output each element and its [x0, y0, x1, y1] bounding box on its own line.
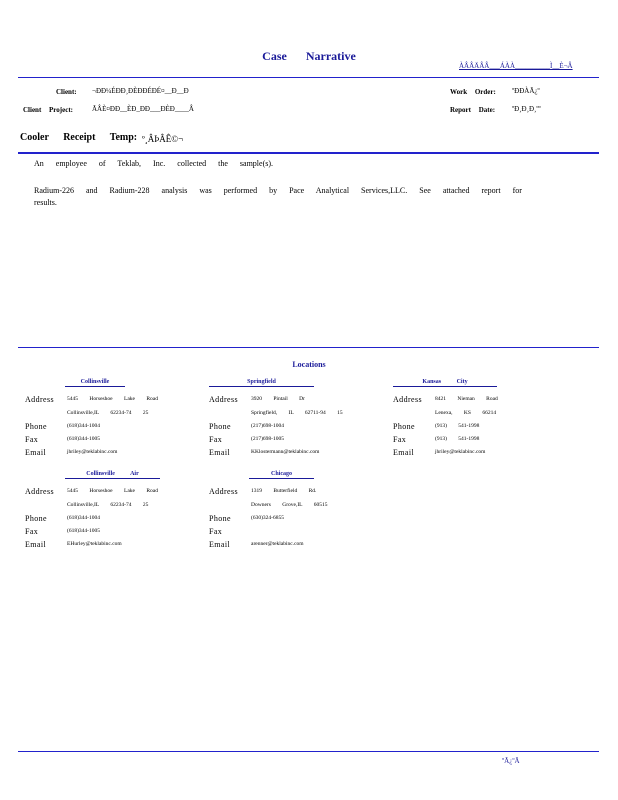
office-address-line1: 8421 Nieman Road [435, 396, 498, 402]
office-kansas-city [393, 379, 573, 469]
client-value: ¬ÐÐ¼ÉÐÐ¸ÐÈÐÐÉÐÉ¤__Ð__Ð [92, 87, 189, 95]
office-address-line1: 3920 Pintail Dr [251, 396, 305, 402]
office-name: Collinsville [65, 379, 125, 387]
office-name: Springfield [209, 379, 314, 387]
office-address-label: Address [209, 487, 239, 496]
office-fax-label: Fax [209, 527, 223, 536]
office-phone: (618)344-1004 [67, 423, 100, 429]
office-fax: (913) 541-1998 [435, 436, 480, 442]
office-phone: (913) 541-1998 [435, 423, 480, 429]
header-divider [18, 77, 599, 78]
office-phone-label: Phone [25, 514, 47, 523]
office-phone: (618)344-1004 [67, 515, 100, 521]
office-email-label: Email [209, 448, 231, 457]
narrative-line-1: An employee of Teklab, Inc. collected the sample(s). [34, 159, 274, 168]
page-title: Case Narrative [262, 49, 356, 63]
header-stamp: ÀÂÂÄÂÂ___ÁÀÀ__________Ì__È¬Â [459, 62, 573, 70]
office-fax: (618)344-1005 [67, 528, 100, 534]
office-address-line2: Springfield, IL 62711-94 15 [251, 410, 343, 416]
office-phone: (630)324-6855 [251, 515, 284, 521]
office-email[interactable]: arenner@teklabinc.com [251, 541, 304, 547]
cooler-receipt-label: Cooler Receipt Temp: [20, 132, 138, 143]
office-fax: (217)698-1005 [251, 436, 284, 442]
office-email-label: Email [25, 448, 47, 457]
office-collinsville [25, 379, 205, 469]
office-name: Collinsville Air [65, 471, 160, 479]
office-name: Kansas City [393, 379, 497, 387]
report-date-value: ºÐ¸Ð¸Ð¸ºº [512, 105, 541, 113]
office-fax-label: Fax [393, 435, 407, 444]
client-label: Client: [56, 88, 77, 96]
office-phone-label: Phone [209, 422, 231, 431]
office-chicago [209, 471, 389, 561]
office-phone-label: Phone [25, 422, 47, 431]
office-fax: (618)344-1005 [67, 436, 100, 442]
narrative-line-2: Radium-226 and Radium-228 analysis was performed by Pace Analytical Services,LLC. See attached report for results. [34, 186, 522, 207]
office-email[interactable]: KKlostermann@teklabinc.com [251, 449, 320, 455]
footer-divider [18, 751, 599, 752]
office-address-line1: 1319 Butterfield Rd. [251, 488, 317, 494]
office-email-label: Email [25, 540, 47, 549]
office-email-label: Email [393, 448, 415, 457]
office-fax-label: Fax [25, 435, 39, 444]
client-project-label: Client Project: [23, 106, 73, 114]
office-collinsville-air [25, 471, 205, 561]
office-fax-label: Fax [209, 435, 223, 444]
office-email-label: Email [209, 540, 231, 549]
office-address-line2: Lenexa, KS 66214 [435, 410, 497, 416]
office-address-line2: Collinsville,IL 62234-74 25 [67, 410, 149, 416]
office-email[interactable]: jhriley@teklabinc.com [435, 449, 486, 455]
office-address-line2: Collinsville,IL 62234-74 25 [67, 502, 149, 508]
office-address-line2: Downers Grove,IL 60515 [251, 502, 328, 508]
cooler-receipt-value: º¸ÂÞÂÊ©¬ [142, 134, 184, 144]
office-springfield [209, 379, 389, 469]
page-mark: ºÃ¿ºÃ [502, 757, 520, 765]
office-address-label: Address [393, 395, 423, 404]
work-order-value: ºÐÐÀÃ¿º [512, 87, 540, 95]
locations-divider [18, 347, 599, 348]
report-date-label: Report Date: [450, 106, 496, 114]
office-address-label: Address [209, 395, 239, 404]
office-fax-label: Fax [25, 527, 39, 536]
office-address-label: Address [25, 487, 55, 496]
office-address-line1: 5445 Horseshoe Lake Road [67, 488, 158, 494]
office-name: Chicago [249, 471, 314, 479]
office-phone: (217)698-1004 [251, 423, 284, 429]
office-address-label: Address [25, 395, 55, 404]
work-order-label: Work Order: [450, 88, 496, 96]
client-project-value: ÃÂÈ¤ÐÐ__ÈÐ_ÐÐ___ÐÈÐ____Â [92, 105, 194, 113]
office-email[interactable]: EHurley@teklabinc.com [67, 541, 122, 547]
locations-title: Locations [292, 360, 326, 369]
cooler-divider [18, 152, 599, 154]
office-phone-label: Phone [209, 514, 231, 523]
office-email[interactable]: jhriley@teklabinc.com [67, 449, 118, 455]
office-address-line1: 5445 Horseshoe Lake Road [67, 396, 158, 402]
office-phone-label: Phone [393, 422, 415, 431]
